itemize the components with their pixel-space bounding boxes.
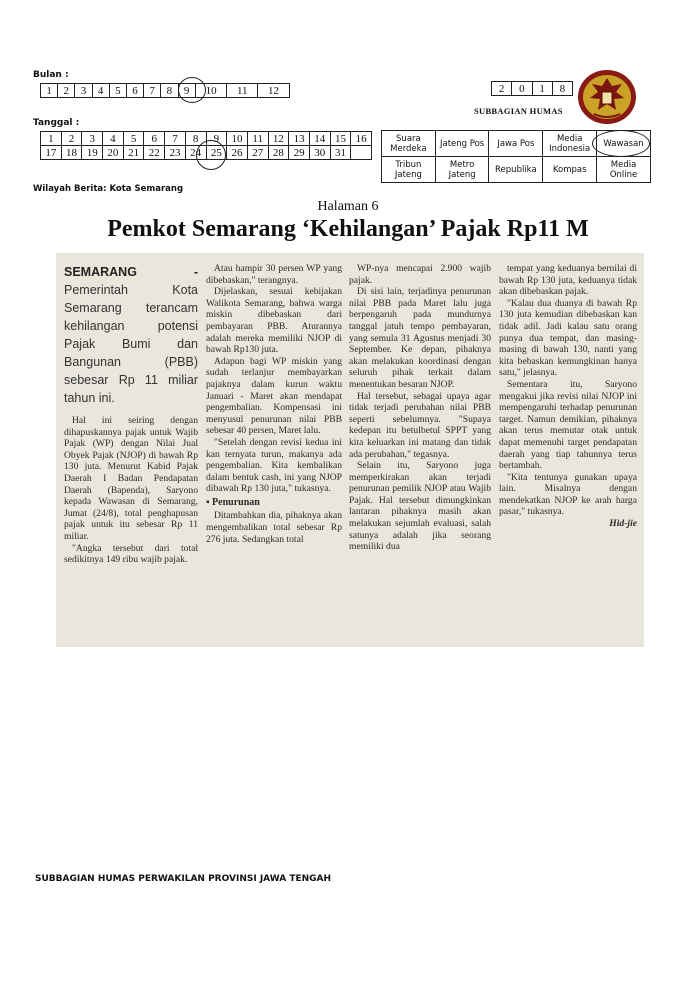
year-row-cell: 8 [552,82,572,96]
month-grid [40,83,290,98]
col4-paragraph: Sementara itu, Saryono mengakui jika revisi nilai NJOP ini mempengaruhi terhadap penurunan target. Namun demikian, pihaknya akan terus memutar otak untuk dapat memenuhi target pendapatan daerah yang tiap tahunnya terus bertambah. [499,378,637,472]
selected-day-circle [196,140,226,170]
day-row2-cell: 22 [144,146,165,160]
day-row2-cell: 30 [309,146,330,160]
article-column-4 [499,263,637,530]
media-row1-cell: Suara Merdeka [382,131,436,157]
day-row2-cell: 19 [82,146,103,160]
day-row1-cell: 9 [206,132,227,146]
day-row2-cell: 20 [103,146,124,160]
tanggal-label: Tanggal : [33,118,80,128]
media-row1-cell: Jawa Pos [489,131,543,157]
col4-paragraph: "Kalau dua duanya di bawah Rp 130 juta kemudian dibebaskan kan tidak adil. Jadi kalau satu orang punya dua tempat, dan masing-masing di bawah 130, nanti yang kita bebaskan kemungkinan hanya satu," jelasnya. [499,297,637,379]
year-row-cell: 0 [512,82,532,96]
day-row2-cell: 24 [185,146,206,160]
month-row-cell: 8 [161,84,178,98]
month-row-cell: 12 [258,84,290,98]
article-column-3 [349,263,491,553]
lead-text: Pemerintah Kota Semarang terancam kehilangan potensi Pajak Bumi dan Bangunan (PBB) sebesar Rp 11 miliar tahun ini. [64,283,198,405]
wilayah-label: Wilayah Berita: Kota Semarang [33,184,184,194]
lead-city: SEMARANG - [64,265,198,279]
col2-paragraph: Adapun bagi WP miskin yang sudah terlanjur membayarkan pajaknya dalam kurun waktu Januari - Maret akan mendapat pengembalian. Kompensasi ini menyusul penurunan nilai PBB sebesar 40 persen, Maret lalu. [206,355,342,437]
year-grid [491,81,573,96]
media-row1-cell: Wawasan [597,131,651,157]
month-row-cell: 7 [144,84,161,98]
col2-paragraph: "Setelah dengan revisi kedua ini kan ternyata turun, makanya ada pengembalian. Kita kembalikan dalam bentuk cash, ini yang NJOP dibawah Rp 130 juta," tukasnya. [206,436,342,495]
day-row1-cell: 6 [144,132,165,146]
day-row2-cell [351,146,372,160]
col4-paragraph: tempat yang keduanya bernilai di bawah Rp 130 juta, keduanya tidak akan dibebaskan pajak. [499,263,637,298]
subhead-penurunan: ▪ Penurunan [206,496,260,508]
garuda-emblem-icon [576,68,638,126]
month-row-cell: 6 [126,84,143,98]
day-row2-cell: 25 [206,146,227,160]
day-row2-cell: 26 [227,146,248,160]
media-row1-cell: Jateng Pos [435,131,489,157]
col2-paragraph: Dijelaskan, sesuai kebijakan Walikota Semarang, bahwa warga miskin dibebaskan dari pembayaran PBB. Aturannya adalah mereka memiliki NJOP di bawah Rp130 juta. [206,286,342,356]
year-row-cell: 2 [492,82,512,96]
month-row-cell: 2 [58,84,75,98]
selected-month-circle [178,77,206,103]
article-column-2 [206,263,342,545]
day-row1-cell: 16 [351,132,372,146]
year-row-cell: 1 [532,82,552,96]
page-number: Halaman 6 [317,199,379,214]
media-row2-cell: Kompas [543,157,597,183]
day-row1-cell: 2 [61,132,82,146]
month-row-cell: 9 [178,84,195,98]
headline: Pemkot Semarang ‘Kehilangan’ Pajak Rp11 M [107,216,589,242]
day-row2-cell: 28 [268,146,289,160]
day-row2-cell: 18 [61,146,82,160]
col3-paragraph: Di sisi lain, terjadinya penurunan nilai PBB pada Maret lalu juga berpengaruh pada mundurnya tanggal jatuh tempo pembayaran, yang semula 31 Agustus menjadi 30 September. Ke depan, pihaknya akan melakukan koordinasi dengan seluruh pihak terkait dalam menentukan besaran NJOP. [349,286,491,390]
media-row2-cell: Metro Jateng [435,157,489,183]
day-row1-cell: 5 [123,132,144,146]
news-clipping [56,253,644,647]
day-row2-cell: 29 [289,146,310,160]
day-row1-cell: 14 [309,132,330,146]
day-row2-cell: 27 [247,146,268,160]
day-row2-cell: 31 [330,146,351,160]
day-row1-cell: 12 [268,132,289,146]
month-row-cell: 4 [92,84,109,98]
article-lead [64,263,198,407]
day-row1-cell: 3 [82,132,103,146]
media-row2-cell: Republika [489,157,543,183]
column-2-after: Ditambahkan dia, pihaknya akan mengembalikan total sebesar Rp 276 juta. Sedangkan total [206,510,342,545]
day-row1-cell: 13 [289,132,310,146]
month-row-cell: 11 [227,84,258,98]
day-row1-cell: 15 [330,132,351,146]
unit-label: SUBBAGIAN HUMAS [474,106,563,116]
month-row-cell: 5 [109,84,126,98]
month-row-cell: 1 [41,84,58,98]
signature: Hid-jie [609,518,637,530]
bulan-label: Bulan : [33,70,69,80]
selected-media-circle [592,130,650,157]
col2-paragraph: Atau hampir 30 persen WP yang dibebaskan," terangnya. [206,263,342,286]
media-row1-cell: Media Indonesia [543,131,597,157]
col3-paragraph: Selain itu, Saryono juga memperkirakan akan terjadi penurunan pemilik NJOP atau Wajib Pajak. Hal tersebut dimungkinkan lantaran pihaknya masih akan melakukan sejumlah evaluasi, salah satunya adalah jika seorang memiliki dua [349,460,491,553]
media-row2-cell: Tribun Jateng [382,157,436,183]
footer-label: SUBBAGIAN HUMAS PERWAKILAN PROVINSI JAWA TENGAH [35,874,332,884]
day-row1-cell: 4 [103,132,124,146]
day-row1-cell: 1 [41,132,62,146]
col3-paragraph: Hal tersebut, sebagai upaya agar tidak terjadi perubahan nilai PBB seperti sebelumnya. "Supaya kedepan itu betulbetul SPPT yang kita keluarkan ini matang dan tidak ada perubahan," tegasnya. [349,390,491,460]
day-row2-cell: 23 [165,146,186,160]
col4-paragraph: "Kita tentunya gunakan upaya lain. Misalnya dengan mendekatkan NJOP ke arah harga pasar," tukasnya. [499,471,637,518]
day-row2-cell: 17 [41,146,62,160]
column-1-body [64,415,198,566]
month-row-cell: 10 [195,84,227,98]
media-row2-cell: Media Online [597,157,651,183]
month-row-cell: 3 [75,84,92,98]
article-column-1 [64,263,198,566]
col3-paragraph: WP-nya mencapai 2.900 wajib pajak. [349,263,491,286]
col1-paragraph: "Angka tersebut dari total sedikitnya 149 ribu wajib pajak. [64,542,198,566]
col1-paragraph: Hal ini seiring dengan dihapuskannya pajak untuk Wajib Pajak (WP) dengan Nilai Jual Obyek Pajak (NJOP) di bawah Rp 130 juta. Menurut Kabid Pajak Daerah I Badan Pendapatan Daerah (Bapenda), Saryono kepada Wawasan di Semarang, Jumat (24/8), total penghapusan pajak untuk itu sebesar Rp 11 miliar. [64,415,198,542]
day-row1-cell: 7 [165,132,186,146]
day-row1-cell: 10 [227,132,248,146]
day-row1-cell: 8 [185,132,206,146]
day-row1-cell: 11 [247,132,268,146]
day-row2-cell: 21 [123,146,144,160]
